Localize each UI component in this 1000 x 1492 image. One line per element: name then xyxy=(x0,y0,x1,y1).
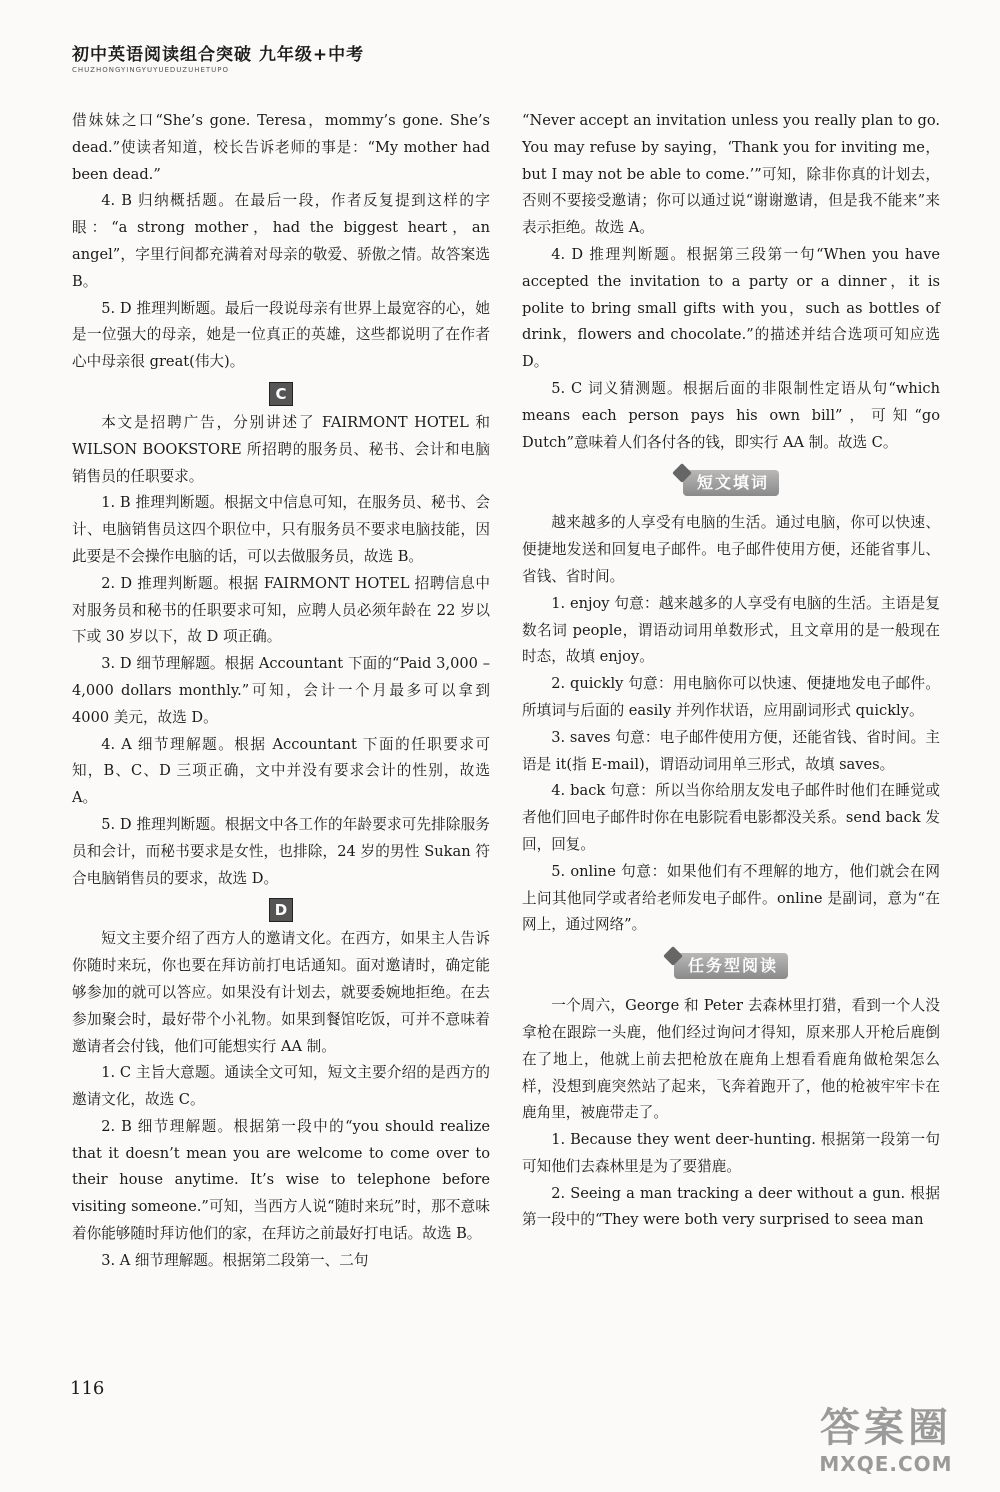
section-intro: 一个周六，George 和 Peter 去森林里打猎，看到一个人没拿枪在跟踪一头鹿，他们经过询问才得知，原来那人开枪后鹿倒在了地上，他就上前去把枪放在鹿角上想看看鹿角做枪架怎么样，没想到鹿突然站了起来，飞奔着跑开了，他的枪被牢牢卡在鹿角里，被鹿带走了。 xyxy=(522,997,940,1122)
watermark-main: 答案圈 xyxy=(820,1405,952,1451)
answer-item: 3. saves 句意：电子邮件使用方便，还能省钱、省时间。主语是 it(指 E-mail)，谓语动词用单三形式，故填 saves。 xyxy=(522,728,940,773)
answer-item: 5. D 推理判断题。最后一段说母亲有世界上最宽容的心，她是一位强大的母亲，她是一位真正的英雄，这些都说明了在作者心中母亲很 great(伟大)。 xyxy=(72,299,490,371)
answer-item: 5. C 词义猜测题。根据后面的非限制性定语从句“which means each person pays his own bill”，可知“go Dutch”意味着人们各付各的钱，即实行 AA 制。故选 C。 xyxy=(522,379,940,451)
answer-item: 2. Seeing a man tracking a deer without a gun. 根据第一段中的“They were both very surprised to seea man xyxy=(522,1184,940,1229)
answer-item: 5. online 句意：如果他们有不理解的地方，他们就会在网上问其他同学或者给老师发电子邮件。online 是副词，意为“在网上，通过网络”。 xyxy=(522,862,940,934)
page-header xyxy=(72,40,364,74)
section-intro: 短文主要介绍了西方人的邀请文化。在西方，如果主人告诉你随时来玩，你也要在拜访前打电话通知。面对邀请时，确定能够参加的就可以答应。如果没有计划去，就要委婉地拒绝。在去参加聚会时，最好带个小礼物。如果到餐馆吃饭，可并不意味着邀请者会付钱，他们可能想实行 AA 制。 xyxy=(72,930,490,1055)
watermark-url: MXQE.COM xyxy=(819,1452,953,1476)
section-d-label: D xyxy=(269,898,293,922)
book-title-pinyin: CHUZHONGYINGYUYUEDUZUHETUPO xyxy=(72,66,230,74)
left-column xyxy=(72,108,490,1275)
paragraph: “Never accept an invitation unless you really plan to go. You may refuse by saying，‘Thank you for inviting me，but I may not be able to come.’”可知，除非你真的计划去，否则不要接受邀请；你可以通过说“谢谢邀请，但是我不能来”来表示拒绝。故选 A。 xyxy=(522,112,940,237)
answer-item: 2. D 推理判断题。根据 FAIRMONT HOTEL 招聘信息中对服务员和秘书的任职要求可知，应聘人员必须年龄在 22 岁以下或 30 岁以下，故 D 项正确。 xyxy=(72,574,490,646)
paragraph: 借妹妹之口“She’s gone. Teresa，mommy’s gone. She’s dead.”使读者知道，校长告诉老师的事是：“My mother had been dead.” xyxy=(72,112,490,183)
answer-item: 3. A 细节理解题。根据第二段第一、二句 xyxy=(101,1251,369,1269)
task-reading-banner-label: 任务型阅读 xyxy=(674,953,788,979)
task-reading-banner xyxy=(522,953,940,981)
answer-item: 4. A 细节理解题。根据 Accountant 下面的任职要求可知，B、C、D 三项正确，文中并没有要求会计的性别，故选 A。 xyxy=(72,735,490,807)
answer-item: 1. Because they went deer-hunting. 根据第一段第一句可知他们去森林里是为了要猎鹿。 xyxy=(522,1131,940,1175)
answer-item: 2. quickly 句意：用电脑你可以快速、便捷地发电子邮件。所填词与后面的 easily 并列作状语，应用副词形式 quickly。 xyxy=(522,675,940,719)
right-column xyxy=(522,108,940,1234)
answer-item: 1. C 主旨大意题。通读全文可知，短文主要介绍的是西方的邀请文化，故选 C。 xyxy=(72,1064,490,1109)
answer-item: 4. D 推理判断题。根据第三段第一句“When you have accepted the invitation to a party or a dinner，it is polite to bring small gifts with you，such as bottles of drink，flowers and chocolate.”的描述并结合选项可知应选 D。 xyxy=(522,245,940,371)
section-c-label: C xyxy=(269,382,293,406)
answer-item: 2. B 细节理解题。根据第一段中的“you should realize that it doesn’t mean you are welcome to come over to their house anytime. It’s wise to telephone before visiting someone.”可知，当西方人说“随时来玩”时，那不意味着你能够随时拜访他们的家，在拜访之前最好打电话。故选 B。 xyxy=(72,1117,490,1243)
section-c-marker xyxy=(72,382,490,406)
answer-item: 3. D 细节理解题。根据 Accountant 下面的“Paid 3,000 – 4,000 dollars monthly.”可知，会计一个月最多可以拿到 4000 美元，故选 D。 xyxy=(72,655,490,726)
section-d-marker xyxy=(72,898,490,922)
answer-item: 4. back 句意：所以当你给朋友发电子邮件时他们在睡觉或者他们回电子邮件时你在电影院看电影都没关系。send back 发回，回复。 xyxy=(522,782,940,853)
answer-item: 5. D 推理判断题。根据文中各工作的年龄要求可先排除服务员和会计，而秘书要求是女性，也排除，24 岁的男性 Sukan 符合电脑销售员的要求，故选 D。 xyxy=(72,815,490,887)
answer-item: 1. B 推理判断题。根据文中信息可知，在服务员、秘书、会计、电脑销售员这四个职位中，只有服务员不要求电脑技能，因此要是不会操作电脑的话，可以去做服务员，故选 B。 xyxy=(72,494,490,565)
book-title: 初中英语阅读组合突破 九年级+中考 xyxy=(72,45,365,65)
fill-in-banner-label: 短文填词 xyxy=(683,470,779,496)
page-number: 116 xyxy=(70,1378,105,1399)
watermark-logo xyxy=(800,1404,972,1484)
answer-item: 1. enjoy 句意：越来越多的人享受有电脑的生活。主语是复数名词 people，谓语动词用单数形式，且文章用的是一般现在时态，故填 enjoy。 xyxy=(522,594,940,666)
section-intro: 本文是招聘广告，分别讲述了 FAIRMONT HOTEL 和 WILSON BOOKSTORE 所招聘的服务员、秘书、会计和电脑销售员的任职要求。 xyxy=(72,413,490,485)
answer-item: 4. B 归纳概括题。在最后一段，作者反复提到这样的字眼：“a strong mother，had the biggest heart，an angel”，字里行间都充满着对母亲的敬爱、骄傲之情。故答案选 B。 xyxy=(72,192,490,290)
fill-in-banner xyxy=(522,470,940,498)
section-intro: 越来越多的人享受有电脑的生活。通过电脑，你可以快速、便捷地发送和回复电子邮件。电子邮件使用方便，还能省事儿、省钱、省时间。 xyxy=(522,514,940,585)
